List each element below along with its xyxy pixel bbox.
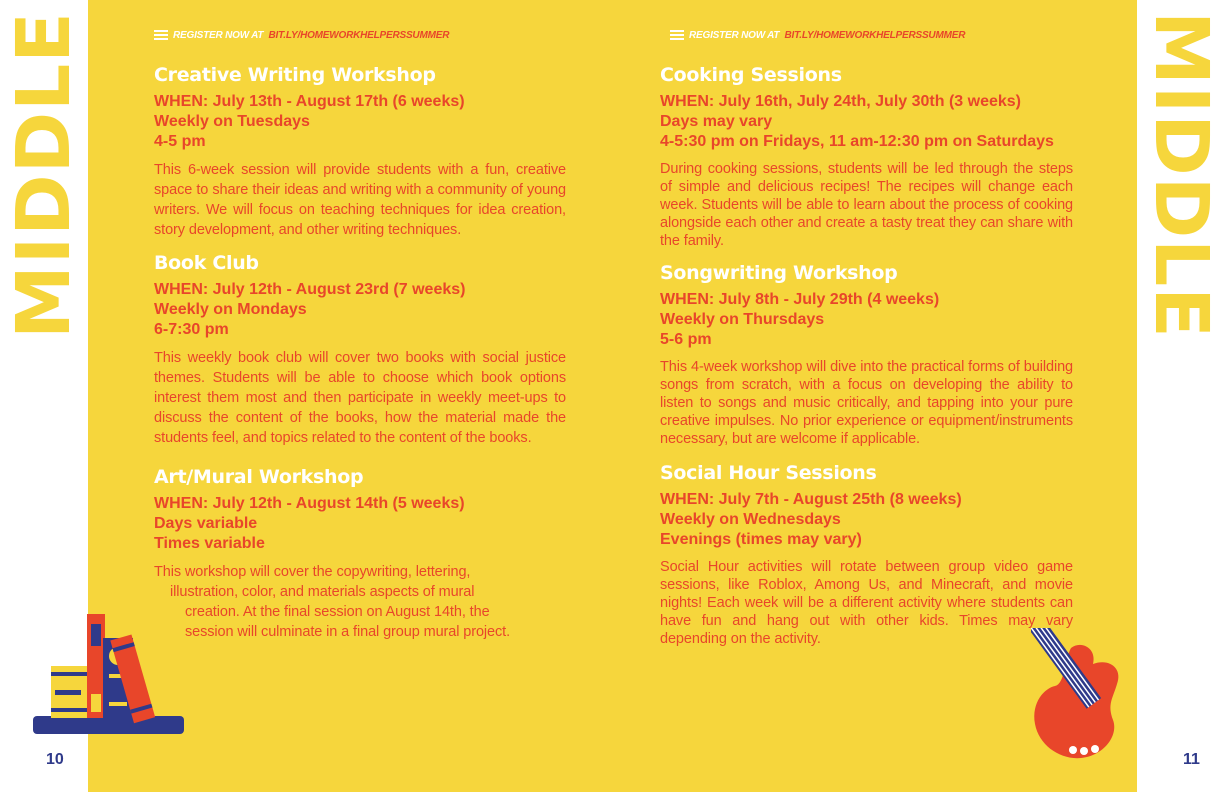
event-schedule: Weekly on Thursdays — [660, 311, 825, 328]
event-when: WHEN: July 12th - August 23rd (7 weeks) — [154, 281, 466, 298]
side-label-left — [1, 11, 88, 339]
event-time: 4-5:30 pm on Fridays, 11 am-12:30 pm on Saturdays — [660, 133, 1054, 150]
event-title: Book Club — [154, 252, 259, 274]
event-description: Social Hour activities will rotate between group video game sessions, like Roblox, Among Us, and Minecraft, and movie nights! Each week will be a different activity where students can have fun and hang out with other kids. Times may vary depending on the activity. — [660, 559, 1073, 647]
event-title: Cooking Sessions — [660, 64, 842, 86]
menu-lines-icon — [154, 28, 168, 42]
event-description: This 6-week session will provide students with a fun, creative space to share their ideas and writing with a community of young writers. We will focus on teaching techniques for idea creation, story development, and other writing techniques. — [154, 162, 566, 238]
description-line: This workshop will cover the copywriting, lettering, — [154, 564, 471, 580]
register-prefix: REGISTER NOW AT — [689, 29, 782, 41]
event-meta — [660, 92, 1073, 152]
left-column — [154, 62, 566, 642]
event-schedule: Weekly on Mondays — [154, 301, 307, 318]
event-description — [154, 562, 566, 642]
register-url-link[interactable]: BIT.LY/HOMEWORKHELPERSSUMMER — [784, 29, 966, 41]
event-social-hour — [660, 460, 1073, 648]
books-illustration — [33, 612, 188, 736]
event-title: Songwriting Workshop — [660, 262, 898, 284]
side-label-right-text: MIDDLE — [1138, 11, 1224, 339]
event-time: Evenings (times may vary) — [660, 531, 862, 548]
event-when: WHEN: July 12th - August 14th (5 weeks) — [154, 495, 465, 512]
register-prefix: REGISTER NOW AT — [173, 29, 266, 41]
event-description: This weekly book club will cover two books with social justice themes. Students will be able to choose which book options interest them most and then participate in weekly meet-ups to discuss the content of the books, how the material made the students feel, and topics related to the content of the books. — [154, 350, 566, 446]
event-songwriting — [660, 260, 1073, 448]
event-when: WHEN: July 13th - August 17th (6 weeks) — [154, 93, 465, 110]
event-title: Art/Mural Workshop — [154, 466, 364, 488]
event-time: 4-5 pm — [154, 133, 206, 150]
side-label-right — [1138, 11, 1224, 339]
page-number-left: 10 — [46, 751, 64, 768]
event-book-club — [154, 250, 566, 448]
guitar-illustration — [1031, 628, 1201, 764]
event-meta — [154, 92, 566, 152]
event-when: WHEN: July 7th - August 25th (8 weeks) — [660, 491, 962, 508]
event-schedule: Days may vary — [660, 113, 773, 130]
right-column — [660, 62, 1073, 648]
event-description: During cooking sessions, students will be led through the steps of simple and delicious recipes! The recipes will change each week. Students will be able to learn about the process of cooking alongside each other and create a tasty treat they can share with the family. — [660, 161, 1073, 249]
description-line: creation. At the final session on August 14th, the — [185, 604, 490, 620]
event-schedule: Weekly on Wednesdays — [660, 511, 841, 528]
register-url-link[interactable]: BIT.LY/HOMEWORKHELPERSSUMMER — [268, 29, 450, 41]
event-meta — [660, 490, 1073, 550]
event-when: WHEN: July 16th, July 24th, July 30th (3 weeks) — [660, 93, 1021, 110]
event-meta — [154, 494, 566, 554]
event-meta — [154, 280, 566, 340]
register-banner-right — [670, 28, 965, 42]
event-cooking — [660, 62, 1073, 250]
guitar-body — [1034, 645, 1118, 758]
event-title: Creative Writing Workshop — [154, 64, 436, 86]
event-time: 6-7:30 pm — [154, 321, 229, 338]
event-time: Times variable — [154, 535, 265, 552]
event-schedule: Weekly on Tuesdays — [154, 113, 310, 130]
description-line: session will culminate in a final group mural project. — [185, 624, 511, 640]
description-line: illustration, color, and materials aspects of mural — [170, 584, 475, 600]
event-title: Social Hour Sessions — [660, 462, 877, 484]
event-creative-writing — [154, 62, 566, 240]
side-label-left-text: MIDDLE — [1, 11, 88, 339]
shelf-base — [33, 716, 184, 734]
register-banner-left — [154, 28, 449, 42]
page-number-right: 11 — [1183, 751, 1200, 768]
event-art-mural — [154, 464, 566, 642]
menu-lines-icon — [670, 28, 684, 42]
event-description: This 4-week workshop will dive into the practical forms of building songs from scratch, with a focus on developing the ability to listen to songs and music critically, and tapping into your pure creative impulses. No prior experience or equipment/instruments necessary, but are welcome if applicable. — [660, 359, 1073, 447]
event-meta — [660, 290, 1073, 350]
event-schedule: Days variable — [154, 515, 258, 532]
event-when: WHEN: July 8th - July 29th (4 weeks) — [660, 291, 940, 308]
event-time: 5-6 pm — [660, 331, 712, 348]
